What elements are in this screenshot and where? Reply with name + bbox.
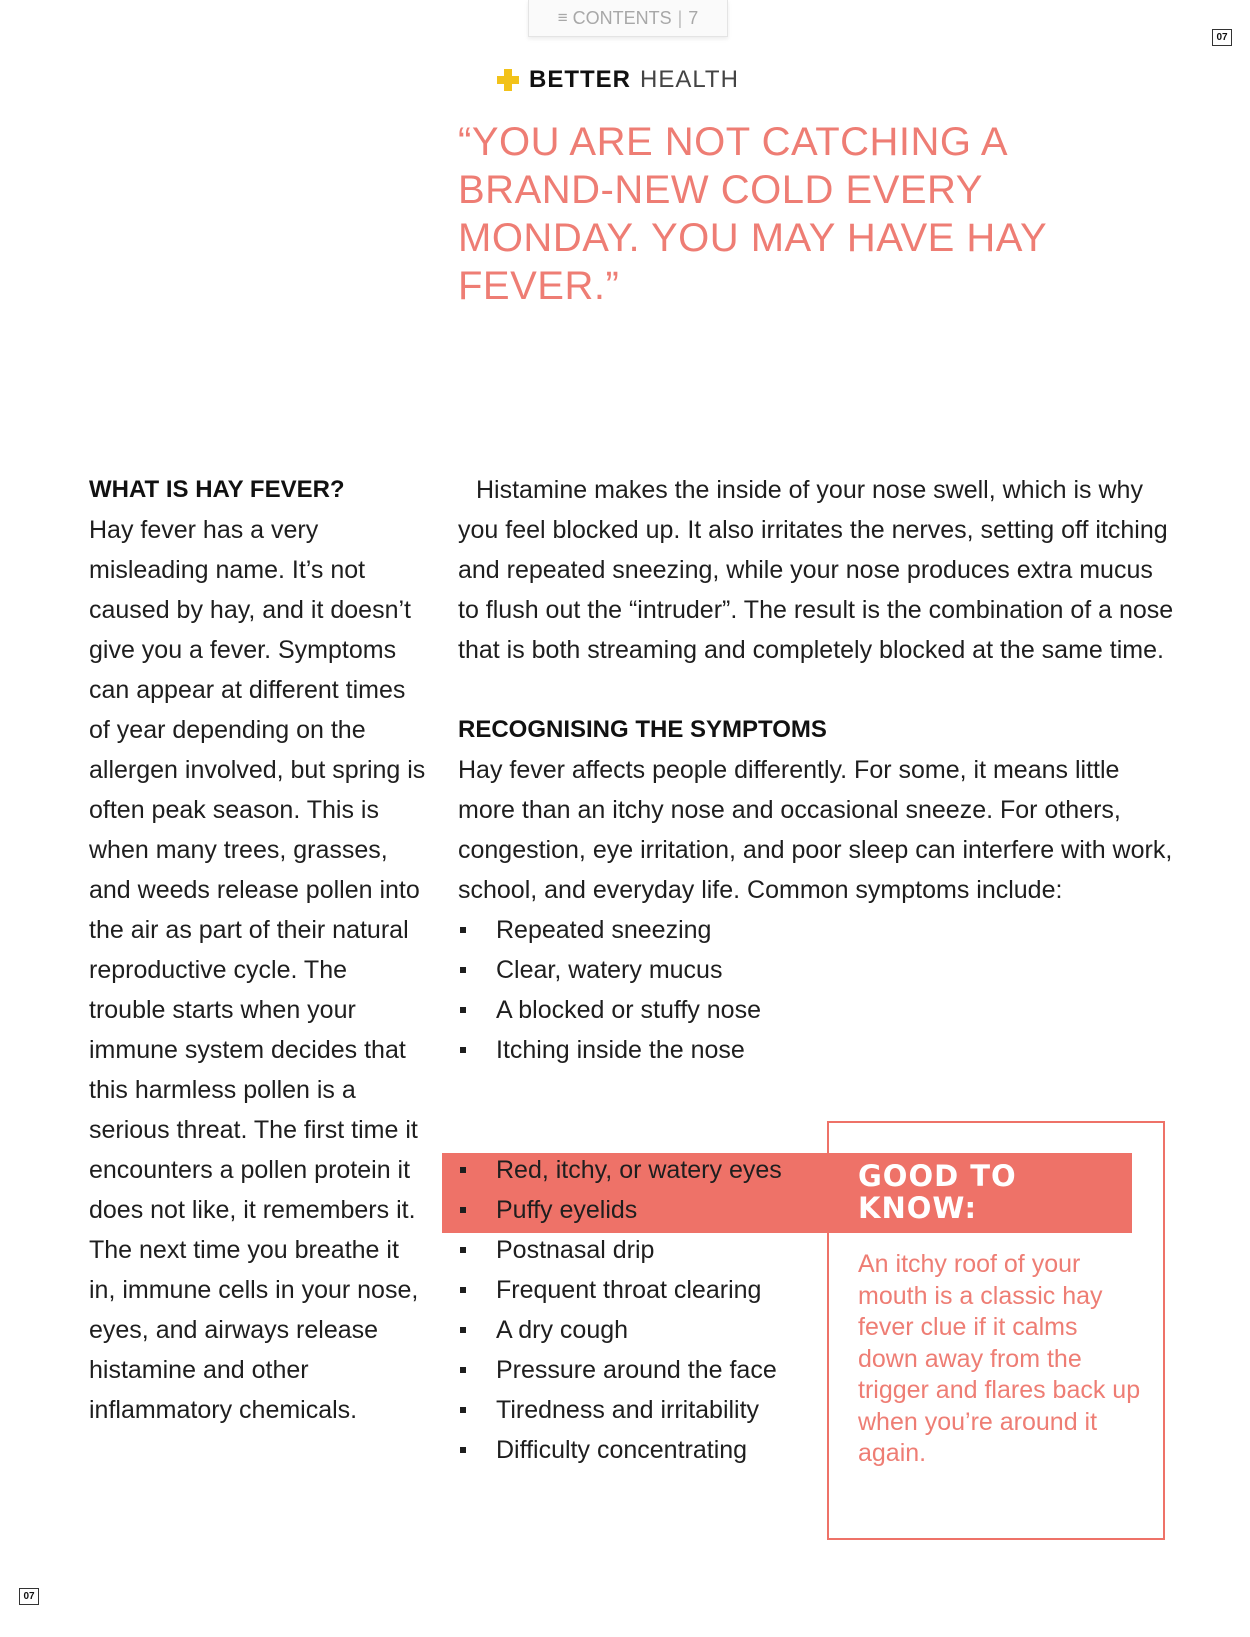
what-is-hay-fever-heading: WHAT IS HAY FEVER? [89, 476, 345, 503]
bullet-icon [460, 1367, 466, 1373]
symptoms-intro: Hay fever affects people differently. For some, it means little more than an itchy nose and occasional sneeze. For others, congestion, eye irritation, and poor sleep can interfere with work, school, and everyday life. Common symptoms include: [458, 756, 1173, 904]
list-item-highlighted: An itchy throat or the roof of the mouth [458, 1070, 766, 1150]
bullet-icon [460, 1447, 466, 1453]
bullet-icon [460, 1047, 466, 1053]
page-number-badge-bottom[interactable]: 07 [19, 1588, 39, 1605]
bullet-icon [460, 1287, 466, 1293]
list-item: Repeated sneezing [458, 910, 1178, 950]
list-item: Pressure around the face [458, 1350, 1178, 1390]
list-item: Itching inside the nose [458, 1030, 1178, 1070]
section-heading-light: HEALTH [640, 66, 739, 93]
list-item: Frequent throat clearing [458, 1270, 1178, 1310]
bullet-icon [460, 1327, 466, 1333]
list-item: A blocked or stuffy nose [458, 990, 1178, 1030]
page-number-badge-top[interactable]: 07 [1212, 29, 1232, 46]
nav-separator: | [677, 7, 683, 28]
histamine-paragraph: Histamine makes the inside of your nose swell, which is why you feel blocked up. It also irritates the nerves, setting off itching and repeated sneezing, while your nose produces extra mucus to flush out the “intruder”. The result is the combination of a nose that is both streaming and completely blocked at the same time. [458, 476, 1174, 664]
bullet-icon [460, 927, 466, 933]
section-heading-bold: BETTER [529, 66, 631, 93]
contents-nav-button[interactable] [528, 0, 728, 37]
bullet-icon [460, 1247, 466, 1253]
section-heading [497, 64, 739, 96]
plus-icon [497, 69, 519, 91]
list-item: Tiredness and irritability [458, 1390, 1178, 1430]
good-to-know-title: GOOD TO KNOW: [858, 1159, 1017, 1225]
bullet-icon [460, 1007, 466, 1013]
symptoms-heading: RECOGNISING THE SYMPTOMS [458, 716, 827, 743]
bullet-icon [460, 1407, 466, 1413]
what-is-hay-fever-body: Hay fever has a very misleading name. It’s not caused by hay, and it doesn’t give you a fever. Symptoms can appear at different times of year depending on the allergen involved, but spring is often peak season. This is when many trees, grasses, and weeds release pollen into the air as part of their natural reproductive cycle. The trouble starts when your immune system decides that this harmless pollen is a serious threat. The first time it encounters a pollen protein it does not like, it remembers it. The next time you breathe it in, immune cells in your nose, eyes, and airways release histamine and other inflammatory chemicals. [89, 516, 426, 1424]
left-column [89, 470, 429, 1430]
list-item: A dry cough [458, 1310, 1178, 1350]
contents-label: CONTENTS [572, 7, 672, 28]
list-item: Postnasal drip [458, 1230, 1178, 1270]
bullet-icon [460, 1087, 466, 1093]
menu-icon: ≡ [557, 8, 568, 27]
good-to-know-text: An itchy roof of your mouth is a classic hay fever clue if it calms down away from the trigger and flares back up when you’re around it again. [858, 1250, 1141, 1467]
list-item: Difficulty concentrating [458, 1430, 1178, 1470]
pull-quote: “YOU ARE NOT CATCHING A BRAND-NEW COLD EVERY MONDAY. YOU MAY HAVE HAY FEVER.” [458, 120, 1047, 308]
right-column [458, 470, 1178, 1470]
contents-page-number: 7 [688, 7, 699, 28]
symptom-list [458, 910, 1178, 1470]
list-item: Clear, watery mucus [458, 950, 1178, 990]
bullet-icon [460, 1207, 466, 1213]
bullet-icon [460, 1167, 466, 1173]
list-item: Puffy eyelids [458, 1190, 1178, 1230]
bullet-icon [460, 967, 466, 973]
list-item: Red, itchy, or watery eyes [458, 1150, 1178, 1190]
